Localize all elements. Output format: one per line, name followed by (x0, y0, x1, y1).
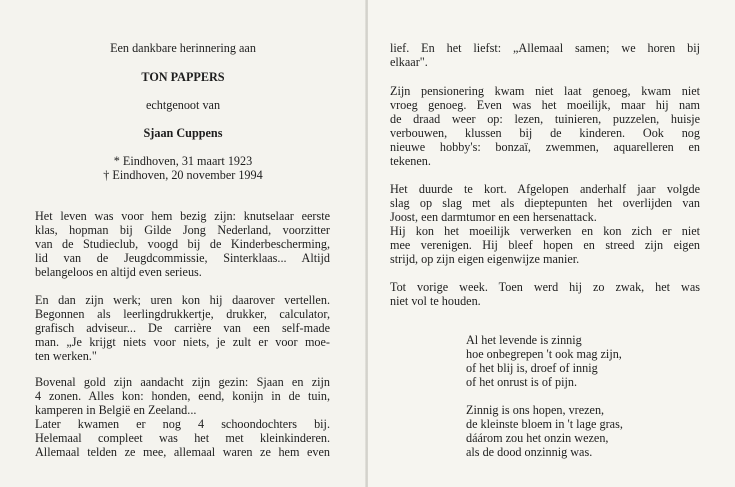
text-line: de draad weer op: lezen, tuinieren, puzzelen, huisje (390, 112, 700, 126)
text-line: niet vol te houden. (390, 294, 481, 308)
right-page (368, 0, 735, 487)
relation-line: echtgenoot van (145, 98, 221, 112)
text-line: Bovenal gold zijn aandacht zijn gezin: Sjaan en zijn (35, 375, 330, 389)
poem-line: de kleinste bloem in 't lage gras, (466, 417, 623, 431)
text-line: 4 zonen. Alles kon: honden, eend, konijn in de tuin, (35, 389, 330, 403)
text-line: mee verenigen. Hij bleef hopen en streed zijn eigen (390, 238, 700, 252)
poem-line: hoe onbegrepen 't ook mag zijn, (466, 347, 622, 361)
text-line: Het duurde te kort. Afgelopen anderhalf jaar volgde (390, 182, 700, 196)
text-line: nieuwe hobby's: bonzaï, zwemmen, aquarelleren en (390, 140, 700, 154)
text-line: Later kwamen er nog 4 schoondochters bij. (35, 417, 330, 431)
poem-line: als de dood onzinnig was. (466, 445, 593, 459)
text-line: Allemaal telden ze mee, allemaal waren ze hem even (35, 445, 330, 459)
text-line: verbouwen, klussen bij de kinderen. Ook nog (390, 126, 700, 140)
text-line: Tot vorige week. Toen werd hij zo zwak, het was (390, 280, 700, 294)
death-line: † Eindhoven, 20 november 1994 (103, 168, 263, 182)
text-line: lid van de Jeugdcommissie, Sinterklaas... Altijd (35, 251, 330, 265)
text-line: lief. En het liefst: „Allemaal samen; we horen bij (390, 41, 700, 55)
text-line: slag op slag met als dieptepunten het overlijden van (390, 196, 700, 210)
text-line: Het leven was voor hem bezig zijn: knutselaar eerste (35, 209, 330, 223)
text-line: man. „Je krijgt niets voor niets, je zult er voor moe- (35, 335, 330, 349)
poem-line: Zinnig is ons hopen, vrezen, (466, 403, 605, 417)
text-line: Begonnen als leerlingdrukkertje, drukker, calculator, (35, 307, 330, 321)
poem-line: Al het levende is zinnig (466, 333, 582, 347)
deceased-name: TON PAPPERS (141, 70, 225, 84)
birth-line: * Eindhoven, 31 maart 1923 (113, 154, 253, 168)
text-line: strijd, op zijn eigen eigenwijze manier. (390, 252, 580, 266)
text-line: vroeg genoeg. Even was het moeilijk, maar hij nam (390, 98, 700, 112)
poem-line: dáárom zou het onzin wezen, (466, 431, 609, 445)
text-line: ten werken." (35, 349, 97, 363)
text-line: grafisch adviseur... De carrière van een self-made (35, 321, 330, 335)
intro-line: Een dankbare herinnering aan (110, 41, 256, 55)
text-line: Joost, een darmtumor en een hersenattack. (390, 210, 597, 224)
poem-line: of het blij is, droef of innig (466, 361, 598, 375)
text-line: kamperen in België en Zeeland... (35, 403, 197, 417)
text-line: Hij kon het moeilijk verwerken en kon zich er niet (390, 224, 700, 238)
poem-line: of het onrust is of pijn. (466, 375, 578, 389)
text-line: belangeloos en altijd even serieus. (35, 265, 202, 279)
text-line: En dan zijn werk; uren kon hij daarover vertellen. (35, 293, 330, 307)
text-line: klas, hopman bij Gilde Jong Nederland, voorzitter (35, 223, 330, 237)
text-line: Helemaal compleet was het met kleinkinderen. (35, 431, 330, 445)
text-line: Zijn pensionering kwam niet laat genoeg, kwam niet (390, 84, 700, 98)
left-page (0, 0, 366, 487)
text-line: tekenen. (390, 154, 431, 168)
text-line: elkaar". (390, 55, 428, 69)
spouse-name: Sjaan Cuppens (143, 126, 223, 140)
text-line: van de Studieclub, voogd bij de Kinderbescherming, (35, 237, 330, 251)
